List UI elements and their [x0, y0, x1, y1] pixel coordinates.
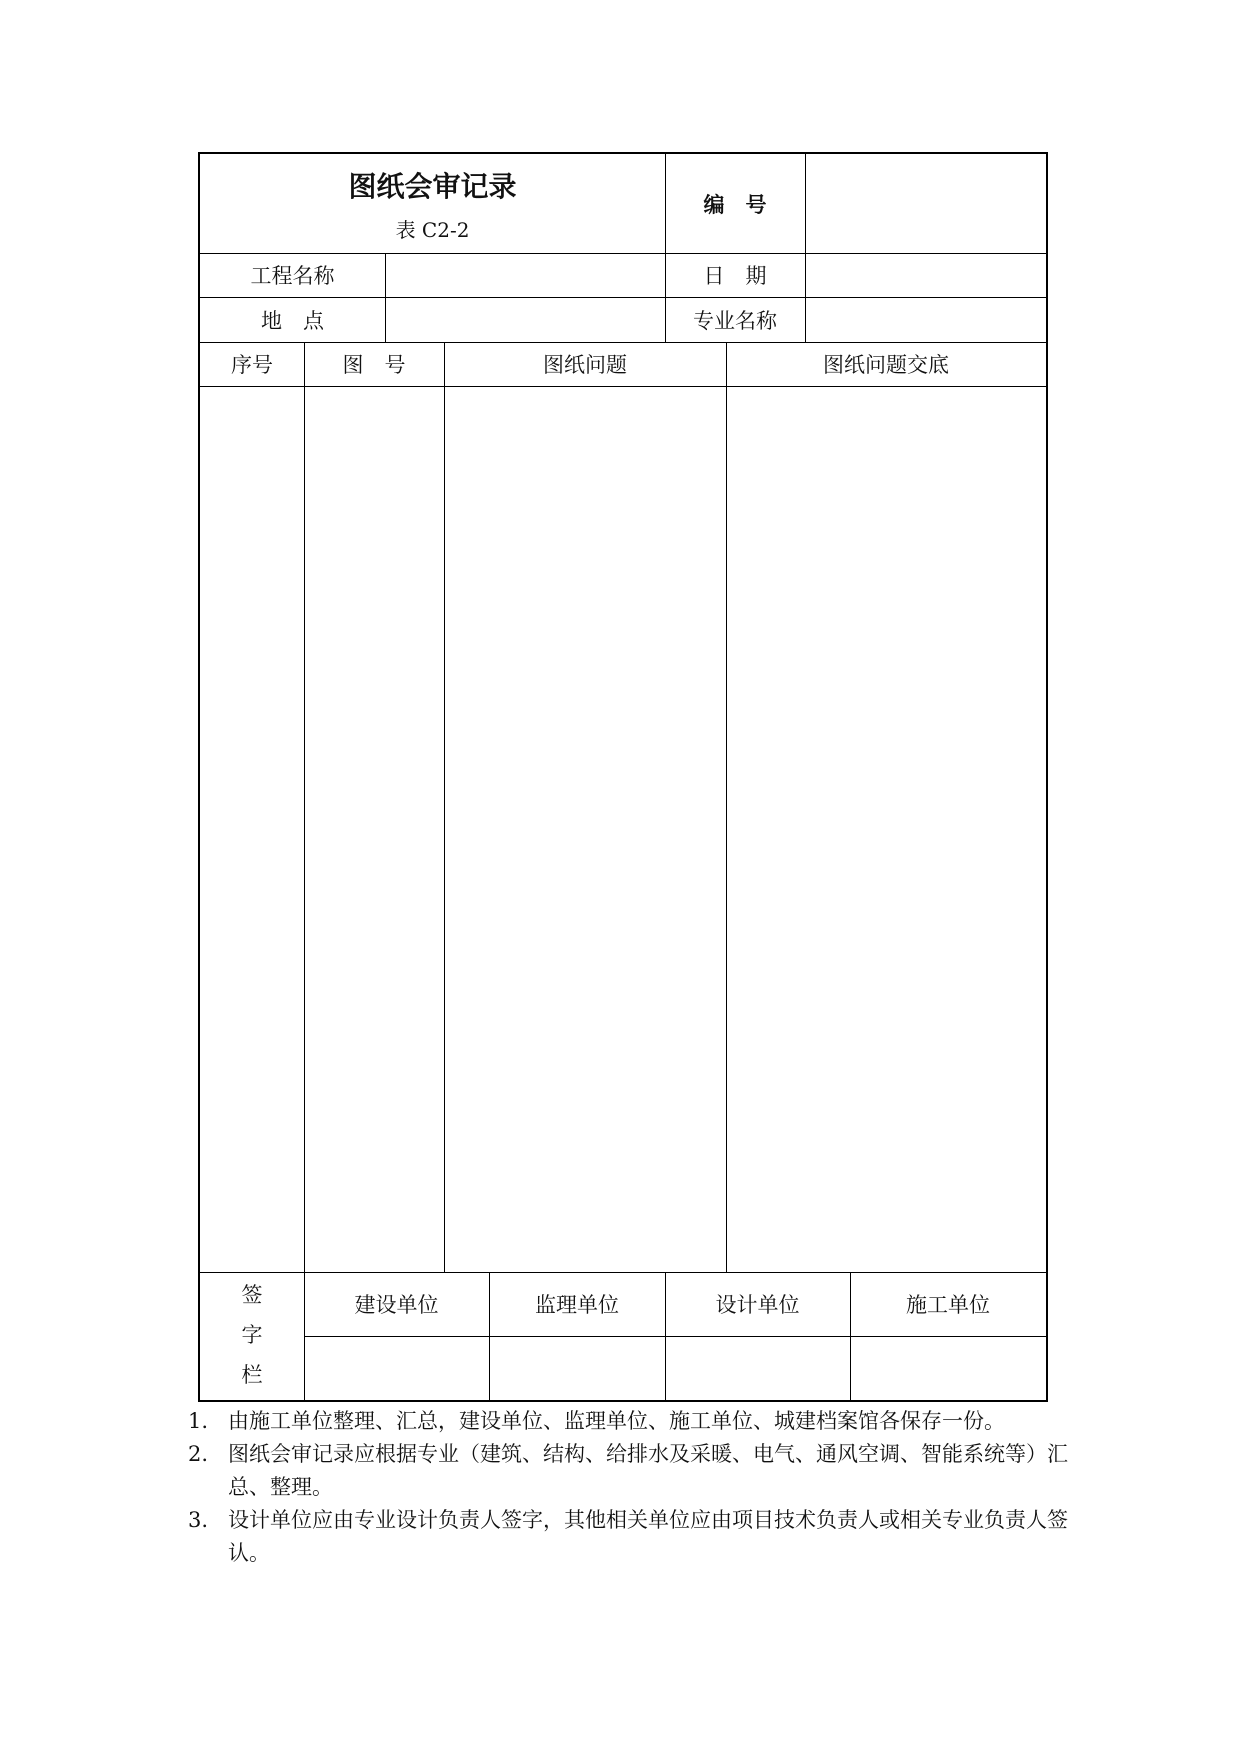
number-label: 编 号 [703, 192, 767, 217]
column-header-drawing-issue: 图纸问题 [543, 353, 627, 377]
note-item [188, 1405, 1068, 1438]
issue-disclosure-column-area[interactable] [726, 386, 1046, 1272]
form-title: 图纸会审记录 [348, 170, 517, 203]
project-name-label: 工程名称 [250, 264, 335, 288]
signature-unit-construction-owner: 建设单位 [354, 1293, 439, 1317]
specialty-label: 专业名称 [693, 308, 777, 333]
note-item [188, 1438, 1068, 1504]
date-field[interactable] [805, 253, 1046, 297]
location-label: 地 点 [261, 308, 324, 333]
note-text: 图纸会审记录应根据专业（建筑、结构、给排水及采暖、电气、通风空调、智能系统等）汇总、整理。 [228, 1442, 1068, 1499]
note-item [188, 1504, 1068, 1570]
number-field[interactable] [805, 154, 1046, 253]
signature-label-char: 栏 [241, 1362, 263, 1387]
location-field[interactable] [385, 297, 665, 342]
signature-label [200, 1272, 304, 1400]
specialty-field[interactable] [805, 297, 1046, 342]
signature-label-char: 签 [241, 1283, 263, 1308]
signature-unit-supervision: 监理单位 [535, 1293, 619, 1317]
note-number: 3. [188, 1508, 209, 1532]
drawing-issue-column-area[interactable] [444, 386, 726, 1272]
form-notes [188, 1405, 1068, 1570]
note-text: 设计单位应由专业设计负责人签字，其他相关单位应由项目技术负责人或相关专业负责人签认。 [228, 1508, 1068, 1565]
signature-unit-contractor: 施工单位 [906, 1293, 990, 1317]
signature-field-design[interactable] [665, 1336, 850, 1400]
seq-column-area[interactable] [200, 386, 304, 1272]
signature-field-supervision[interactable] [489, 1336, 665, 1400]
drawing-no-column-area[interactable] [304, 386, 444, 1272]
column-header-seq: 序号 [231, 353, 273, 377]
date-label: 日 期 [703, 264, 767, 288]
drawing-review-form [198, 152, 1048, 1402]
column-header-issue-disclosure: 图纸问题交底 [823, 353, 949, 377]
column-header-drawing-no: 图 号 [342, 353, 406, 377]
signature-unit-design: 设计单位 [715, 1293, 800, 1317]
signature-label-char: 字 [241, 1323, 263, 1348]
note-text: 由施工单位整理、汇总，建设单位、监理单位、施工单位、城建档案馆各保存一份。 [228, 1409, 1005, 1433]
signature-field-construction-owner[interactable] [304, 1336, 489, 1400]
project-name-field[interactable] [385, 253, 665, 297]
note-number: 1. [188, 1409, 209, 1433]
note-number: 2. [188, 1442, 209, 1466]
table-id: 表 C2-2 [395, 217, 470, 242]
signature-field-contractor[interactable] [850, 1336, 1046, 1400]
